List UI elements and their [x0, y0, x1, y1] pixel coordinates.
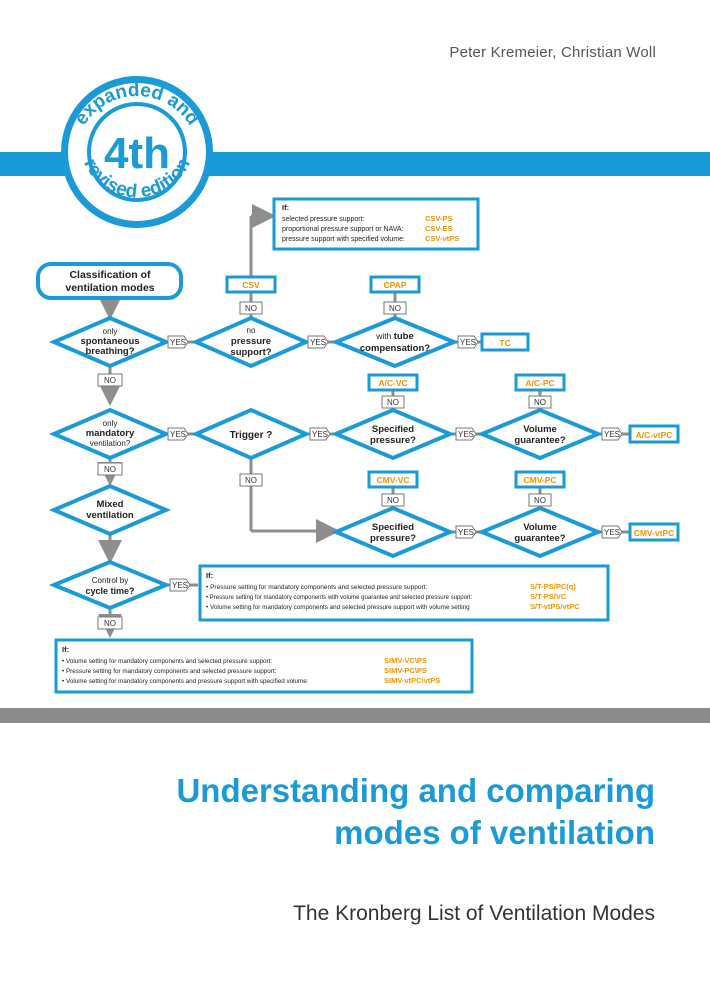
mode-acvtpc-label: A/C-vtPC — [635, 430, 673, 440]
book-title — [150, 770, 655, 854]
decision-ps-line1: no — [246, 326, 256, 335]
yes-tag-label: YES — [458, 528, 475, 537]
book-subtitle: The Kronberg List of Ventilation Modes — [293, 902, 655, 925]
no-tag — [529, 396, 551, 408]
decision-spont-line1: only — [102, 327, 118, 336]
yes-tag-label: YES — [170, 338, 187, 347]
no-tag-label: NO — [104, 376, 116, 385]
yes-tag-label: YES — [458, 430, 475, 439]
yes-tag — [168, 428, 188, 440]
st-row-mode: S/T-PS/PC(q) — [530, 582, 576, 591]
edition-badge — [61, 76, 213, 228]
yes-tag — [168, 336, 188, 348]
decision-trigger — [196, 410, 306, 458]
mode-box-csv — [227, 277, 275, 292]
decision-cycle-time — [54, 562, 166, 608]
csv-if-word: If — [282, 203, 287, 212]
decision-tube-line2: compensation? — [359, 343, 431, 354]
simv-row-text-span: Pressure setting for mandatory components and selected pressure support: — [65, 668, 277, 675]
mode-box-acpc — [516, 375, 564, 390]
simv-info-box — [56, 640, 472, 692]
yes-tag — [456, 428, 476, 440]
mode-box-acvc — [369, 375, 417, 390]
st-row-text: • Pressure setting for mandatory components and selected pressure support: — [206, 584, 428, 591]
st-if-label: If: — [206, 571, 214, 580]
no-tag — [98, 617, 122, 629]
no-tag-label: NO — [245, 304, 257, 313]
start-line-1: Classification of — [69, 269, 151, 281]
no-tag-label: NO — [534, 496, 546, 505]
mode-box-cmvvtpc — [630, 524, 678, 540]
decision-tube-line1 — [375, 331, 414, 342]
decision-specified-pressure-2 — [336, 508, 450, 556]
st-row-text-span: Volume setting for mandatory components and selected pressure support with volume setting — [209, 604, 470, 611]
badge-bottom-text: revised edition — [79, 154, 195, 203]
decision-mixed-line2: ventilation — [86, 510, 134, 521]
decision-tube-compensation — [336, 318, 454, 366]
yes-tag — [308, 336, 328, 348]
csv-if-label: If: — [282, 203, 290, 212]
st-row-text: • Pressure setting for mandatory components with volume guarantee and selected pressure support: — [206, 595, 473, 601]
simv-row-mode: SIMV-vtPC\vtPS — [384, 676, 441, 685]
no-tag-label: NO — [534, 398, 546, 407]
mode-cmvvc-label: CMV-VC — [376, 475, 410, 485]
no-tag — [98, 374, 122, 386]
yes-tag-label: YES — [312, 430, 329, 439]
no-tag-label: NO — [389, 304, 401, 313]
no-tag — [384, 302, 406, 314]
mode-cmvvtpc-label: CMV-vtPC — [633, 528, 675, 538]
decision-vg2-line2: guarantee? — [514, 533, 566, 544]
book-title-line-2: modes of ventilation — [334, 814, 655, 851]
decision-mand-line2: mandatory — [85, 428, 135, 439]
simv-row-text: • Pressure setting for mandatory components and selected pressure support: — [62, 668, 277, 675]
yes-tag-label: YES — [172, 581, 189, 590]
csv-info-box — [274, 199, 478, 249]
decision-spont-line3: breathing? — [85, 346, 135, 357]
gray-band — [0, 708, 710, 723]
decision-sp2-line2: pressure? — [370, 533, 416, 544]
start-line-2: ventilation modes — [65, 282, 155, 294]
csv-row-mode: CSV-PS — [425, 214, 453, 223]
simv-row-mode: SIMV-VC\PS — [384, 656, 427, 665]
decision-tube-pre: with — [376, 331, 394, 341]
mode-box-cpap — [371, 277, 419, 292]
decision-mandatory — [54, 410, 166, 458]
decision-vg2-line1: Volume — [523, 522, 557, 533]
no-tag-label: NO — [104, 465, 116, 474]
decision-sp2-line1: Specified — [371, 522, 415, 533]
mode-box-acvtpc — [630, 426, 678, 442]
decision-cycle-line1: Control by — [91, 576, 129, 585]
mode-cmvpc-label: CMV-PC — [523, 475, 557, 485]
yes-tag — [310, 428, 330, 440]
mode-box-cmvvc — [369, 472, 417, 487]
decision-vg1-line2: guarantee? — [514, 435, 566, 446]
no-tag — [529, 494, 551, 506]
decision-volume-guarantee-1 — [482, 410, 598, 458]
start-box — [38, 264, 181, 298]
decision-pressure-support — [196, 318, 306, 366]
st-if-word: If — [206, 571, 211, 580]
simv-if-label: If: — [62, 645, 70, 654]
yes-tag — [458, 336, 478, 348]
decision-cycle-line2: cycle time? — [85, 586, 135, 596]
no-tag — [382, 396, 404, 408]
mode-cpap-label: CPAP — [383, 280, 407, 290]
no-tag-label: NO — [245, 476, 257, 485]
yes-tag-label: YES — [460, 338, 477, 347]
yes-tag — [170, 579, 190, 591]
no-tag — [240, 302, 262, 314]
no-tag-label: NO — [387, 398, 399, 407]
csv-row-text: selected pressure support: — [282, 216, 365, 223]
book-title-line-1: Understanding and comparing — [176, 772, 655, 809]
csv-row-text: pressure support with specified volume: — [282, 236, 405, 243]
decision-spontaneous — [54, 318, 166, 366]
simv-row-text-span: Volume setting for mandatory components and selected pressure support: — [65, 658, 273, 665]
yes-tag — [602, 428, 622, 440]
simv-if-word: If — [62, 645, 67, 654]
simv-row-text-span: Volume setting for mandatory components and pressure support with specified volume: — [65, 678, 309, 685]
yes-tag — [602, 526, 622, 538]
st-row-mode: S/T-vtPS/vtPC — [530, 602, 580, 611]
mode-tc-label: TC — [499, 338, 511, 348]
decision-ps-line3: support? — [230, 347, 272, 358]
decision-mand-line1: only — [102, 419, 118, 428]
st-row-mode: S/T-PS/VC — [530, 592, 567, 601]
csv-row-text: proportional pressure support or NAVA: — [282, 226, 404, 233]
yes-tag — [456, 526, 476, 538]
st-info-box — [200, 566, 608, 620]
decision-volume-guarantee-2 — [482, 508, 598, 556]
decision-trigger-label: Trigger ? — [229, 430, 273, 441]
csv-row-mode: CSV-ES — [425, 224, 453, 233]
st-row-text-span: Pressure setting for mandatory components and selected pressure support: — [210, 584, 428, 591]
decision-mixed — [54, 486, 166, 534]
decision-mand-line3: ventilation? — [89, 439, 131, 448]
simv-row-mode: SIMV-PC\PS — [384, 666, 427, 675]
csv-row-mode: CSV-vtPS — [425, 234, 460, 243]
mode-box-tc — [482, 334, 528, 350]
st-row-text: • Volume setting for mandatory components and selected pressure support with volume setting — [206, 604, 470, 611]
no-tag — [382, 494, 404, 506]
no-tag — [240, 474, 262, 486]
decision-mixed-line1: Mixed — [96, 499, 124, 510]
yes-tag-label: YES — [170, 430, 187, 439]
simv-row-text: • Volume setting for mandatory components and pressure support with specified volume: — [62, 678, 309, 685]
no-tag — [98, 463, 122, 475]
badge-top-text: expanded and — [70, 79, 204, 130]
decision-tube-bold: tube — [393, 331, 414, 342]
decision-sp1-line2: pressure? — [370, 435, 416, 446]
badge-edition-number: 4th — [104, 129, 170, 178]
mode-acpc-label: A/C-PC — [525, 378, 555, 388]
decision-sp1-line1: Specified — [371, 424, 415, 435]
decision-spont-line2: spontaneous — [80, 336, 140, 347]
authors: Peter Kremeier, Christian Woll — [449, 44, 656, 61]
decision-vg1-line1: Volume — [523, 424, 557, 435]
no-tag-label: NO — [104, 619, 116, 628]
mode-csv-label: CSV — [242, 280, 260, 290]
decision-specified-pressure-1 — [336, 410, 450, 458]
st-row-text-span: Pressure setting for mandatory components with volume guarantee and selected pressure support: — [209, 595, 473, 601]
simv-row-text: • Volume setting for mandatory components and selected pressure support: — [62, 658, 273, 665]
yes-tag-label: YES — [604, 430, 621, 439]
no-tag-label: NO — [387, 496, 399, 505]
decision-ps-line2: pressure — [230, 336, 272, 347]
yes-tag-label: YES — [604, 528, 621, 537]
mode-acvc-label: A/C-VC — [378, 378, 408, 388]
mode-box-cmvpc — [516, 472, 564, 487]
yes-tag-label: YES — [310, 338, 327, 347]
